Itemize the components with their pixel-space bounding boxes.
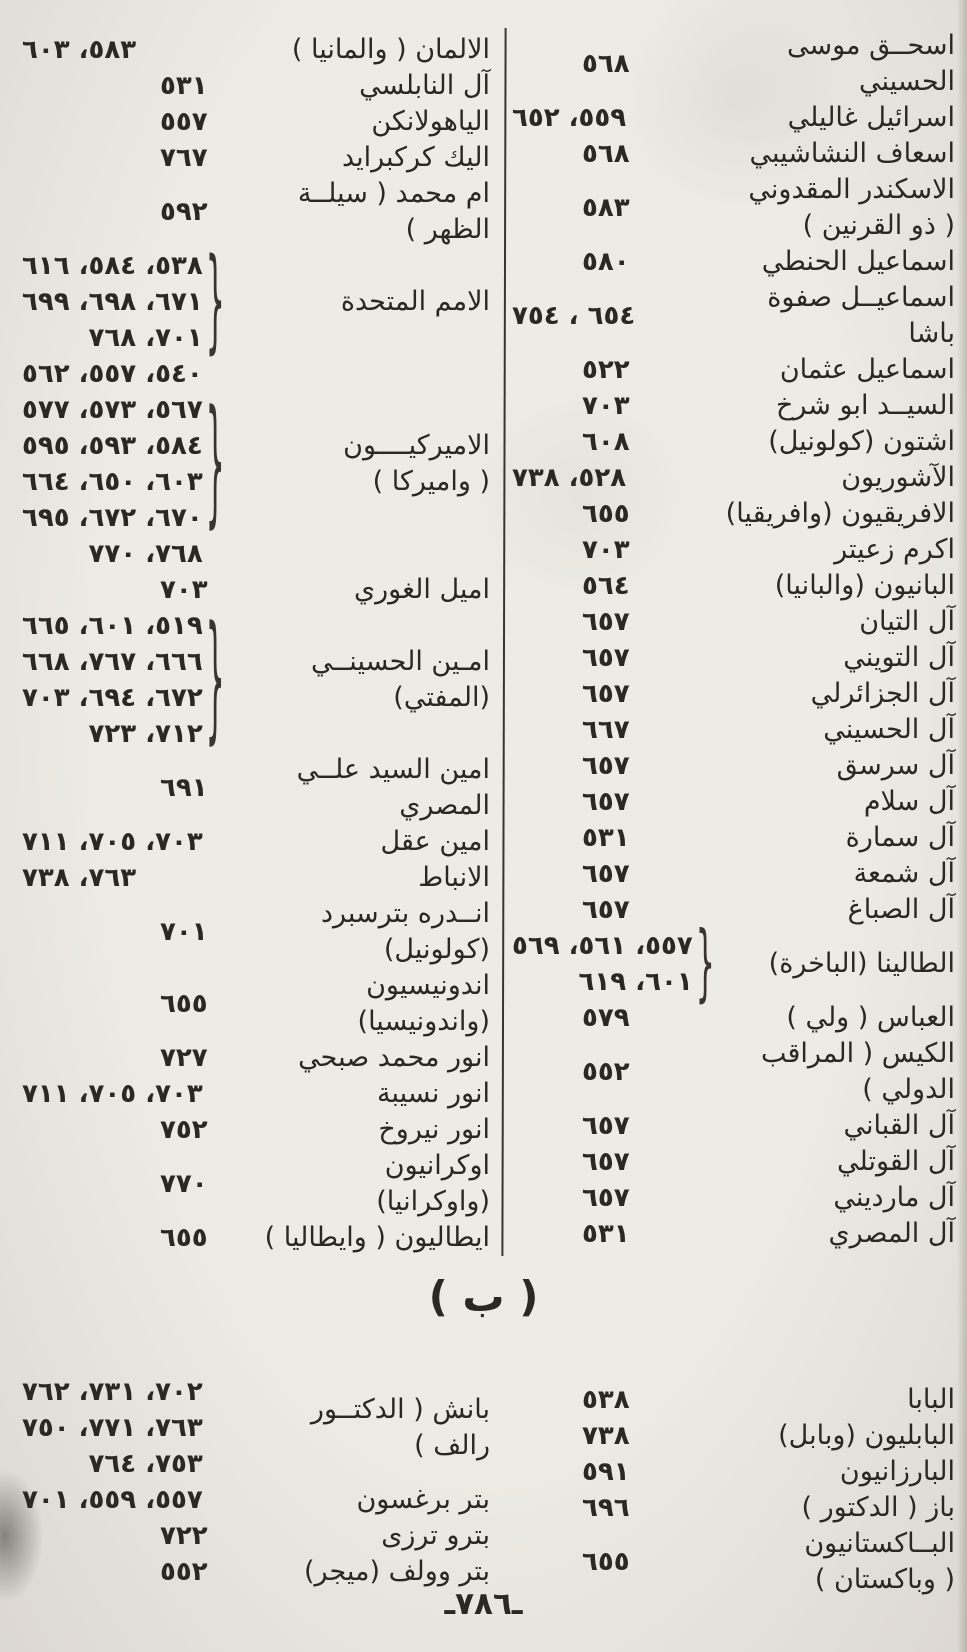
index-entry xyxy=(512,1108,955,1144)
entry-page-numbers: ٧٠٣ xyxy=(582,391,630,421)
index-entry xyxy=(512,604,955,640)
entry-page-numbers: ٦٥٧ xyxy=(582,1183,630,1213)
index-entry xyxy=(22,1482,490,1518)
entry-term: اسحــق موسى الحسيني xyxy=(786,30,955,97)
entry-page-numbers: ٦٥٥ xyxy=(582,1547,630,1577)
index-entry xyxy=(22,572,490,608)
entry-page-numbers: ٥٣٨ xyxy=(582,1385,630,1415)
entry-page-numbers: ٦٥٥ xyxy=(160,989,208,1019)
entry-page-numbers: ٧٧٠ xyxy=(160,1169,208,1199)
index-entry xyxy=(512,1382,955,1418)
page-number-footer: ـ٧٨٦ـ xyxy=(444,1586,523,1622)
index-entry xyxy=(512,568,955,604)
group-brace-icon: } xyxy=(205,236,225,368)
index-entry xyxy=(512,280,955,352)
entry-page-numbers: ٦٥٥ xyxy=(160,1223,208,1253)
index-entry xyxy=(22,140,490,176)
entry-term: آل سرسق xyxy=(836,750,955,781)
entry-page-numbers: ٦٥٤ ، ٧٥٤ xyxy=(512,301,636,331)
entry-page-numbers: ٦٥٥ xyxy=(582,499,630,529)
index-entry xyxy=(512,856,955,892)
entry-page-numbers: ٥٢٨، ٧٣٨ xyxy=(512,463,627,493)
index-entry xyxy=(512,424,955,460)
entry-page-numbers: ٧٢٧ xyxy=(160,1043,208,1073)
index-entry xyxy=(22,1518,490,1554)
entry-page-numbers: ٧٠١ xyxy=(160,917,208,947)
entry-page-numbers: ٦٥٧ xyxy=(582,895,630,925)
entry-page-numbers: ٧٦٧ xyxy=(160,143,208,173)
index-entry xyxy=(22,860,490,896)
entry-page-numbers: ٥٣٨، ٥٨٤، ٦١٦ ٦٧١، ٦٩٨، ٦٩٩ ٧٠١، ٧٦٨ xyxy=(22,251,203,353)
entry-page-numbers: ٦٩٦ xyxy=(582,1493,630,1523)
entry-page-numbers: ٥٣١ xyxy=(582,823,630,853)
index-entry xyxy=(512,172,955,244)
entry-term: اسماعيل عثمان xyxy=(779,354,955,385)
entry-term: اليك كركبرايد xyxy=(341,142,490,173)
index-column-left-section-ba xyxy=(22,1374,490,1590)
entry-page-numbers: ٥٥٧، ٥٥٩، ٧٠١ xyxy=(22,1485,203,1515)
entry-term: آل الصباغ xyxy=(847,894,955,925)
index-entry xyxy=(22,1040,490,1076)
index-entry xyxy=(22,1554,490,1590)
index-entry xyxy=(512,712,955,748)
index-entry xyxy=(512,28,955,100)
entry-page-numbers: ٥٨٣ xyxy=(582,193,630,223)
entry-page-numbers: ٦٥٧ xyxy=(582,679,630,709)
entry-page-numbers: ٥٣١ xyxy=(582,1219,630,1249)
index-entry xyxy=(512,1036,955,1108)
index-entry xyxy=(22,1220,490,1256)
entry-page-numbers: ٥٢٢ xyxy=(582,355,630,385)
index-entry xyxy=(512,892,955,928)
index-entry xyxy=(512,1418,955,1454)
entry-term: الاسكندر المقدوني ( ذو القرنين ) xyxy=(748,174,955,241)
entry-term: امـين الحسينــي (المفتي) xyxy=(310,646,490,713)
entry-page-numbers: ٦٥٧ xyxy=(582,643,630,673)
entry-term: الكيس ( المراقب الدولي ) xyxy=(760,1038,955,1105)
entry-page-numbers: ٦٥٧ xyxy=(582,1111,630,1141)
index-entry xyxy=(512,460,955,496)
column-divider-rule xyxy=(501,28,506,1256)
index-entry xyxy=(512,1144,955,1180)
entry-page-numbers: ٥٩٢ xyxy=(160,197,208,227)
section-header-ba: ( ب ) xyxy=(428,1272,539,1321)
group-brace-icon: } xyxy=(205,599,225,761)
entry-term: اسرائيل غاليلي xyxy=(787,102,955,133)
index-entry xyxy=(22,1076,490,1112)
index-entry xyxy=(22,104,490,140)
entry-page-numbers: ٥٥٢ xyxy=(582,1057,630,1087)
index-entry xyxy=(22,1112,490,1148)
index-entry xyxy=(512,1000,955,1036)
entry-page-numbers: ٦٩١ xyxy=(160,773,208,803)
entry-page-numbers: ٥١٩، ٦٠١، ٦٦٥ ٦٦٦، ٧٦٧، ٦٦٨ ٦٧٢، ٦٩٤، ٧٠٣ ٧١٢، ٧٢٣ xyxy=(22,611,203,749)
index-entry xyxy=(512,1180,955,1216)
entry-term: الطالينا (الباخرة) xyxy=(768,948,955,979)
entry-term: انــدره بترسبرد (كولونيل) xyxy=(320,898,490,965)
entry-page-numbers: ٧٦٣، ٧٣٨ xyxy=(22,863,137,893)
index-entry xyxy=(22,32,490,68)
entry-page-numbers: ٧٠٣، ٧٠٥، ٧١١ xyxy=(22,1079,203,1109)
index-column-right-section-ba xyxy=(512,1382,955,1598)
index-entry xyxy=(512,1454,955,1490)
entry-term: آل القباني xyxy=(843,1110,955,1141)
entry-term: انور نيروخ xyxy=(378,1114,490,1145)
entry-page-numbers: ٦٥٧ xyxy=(582,607,630,637)
entry-term: البابا xyxy=(907,1384,955,1415)
index-entry xyxy=(512,1216,955,1252)
entry-term: آل شمعة xyxy=(853,858,955,889)
entry-page-numbers: ٧٠٣ xyxy=(160,575,208,605)
entry-term: آل المصري xyxy=(828,1218,955,1249)
index-entry xyxy=(512,352,955,388)
index-entry xyxy=(512,640,955,676)
entry-term: الاميركيــــون ( واميركا ) xyxy=(343,430,490,497)
entry-page-numbers: ٥٤٠، ٥٥٧، ٥٦٢ ٥٦٧، ٥٧٣، ٥٧٧ ٥٨٤، ٥٩٣، ٥٩٥ ٦٠٣، ٦٥٠، ٦٦٤ ٦٧٠، ٦٧٢، ٦٩٥ ٧٦٨، ٧٧٠ xyxy=(22,359,203,569)
entry-term: البانيون (والبانيا) xyxy=(774,570,955,601)
entry-term: الياهولانكن xyxy=(371,106,490,137)
entry-term: اكرم زعيتر xyxy=(834,534,955,565)
index-entry xyxy=(22,824,490,860)
entry-page-numbers: ٧٥٢ xyxy=(160,1115,208,1145)
entry-term: آل الحسيني xyxy=(823,714,955,745)
index-entry xyxy=(512,784,955,820)
entry-term: البارزانيون xyxy=(839,1456,955,1487)
index-entry xyxy=(22,356,490,572)
entry-page-numbers: ٦٥٧ xyxy=(582,1147,630,1177)
entry-page-numbers: ٦٠٨ xyxy=(582,427,630,457)
entry-page-numbers: ٧٠٣، ٧٠٥، ٧١١ xyxy=(22,827,203,857)
index-entry xyxy=(512,1490,955,1526)
entry-page-numbers: ٧٣٨ xyxy=(582,1421,630,1451)
entry-page-numbers: ٥٦٨ xyxy=(582,139,630,169)
index-column-right-section-alef xyxy=(512,28,955,1252)
index-entry xyxy=(512,820,955,856)
entry-term: الافريقيون (وافريقيا) xyxy=(725,498,955,529)
index-entry xyxy=(512,244,955,280)
index-entry xyxy=(512,748,955,784)
entry-term: آل سمارة xyxy=(845,822,955,853)
entry-term: انور محمد صبحي xyxy=(298,1042,490,1073)
entry-term: آل مارديني xyxy=(833,1182,955,1213)
entry-term: آل التيان xyxy=(859,606,955,637)
index-entry xyxy=(22,599,490,761)
index-entry xyxy=(22,752,490,824)
index-entry xyxy=(22,1148,490,1220)
entry-term: بترو ترزى xyxy=(381,1520,490,1551)
entry-term: الآشوريون xyxy=(841,462,955,493)
index-entry xyxy=(22,968,490,1040)
entry-term: الانباط xyxy=(418,862,490,893)
entry-page-numbers: ٥٦٨ xyxy=(582,49,630,79)
entry-page-numbers: ٥٥٩، ٦٥٢ xyxy=(512,103,627,133)
entry-term: اميل الغوري xyxy=(353,574,490,605)
entry-page-numbers: ٥٧٩ xyxy=(582,1003,630,1033)
entry-term: باز ( الدكتور ) xyxy=(801,1492,955,1523)
entry-page-numbers: ٥٦٤ xyxy=(582,571,630,601)
index-column-left-section-alef xyxy=(22,32,490,1256)
entry-page-numbers: ٧٠٣ xyxy=(582,535,630,565)
entry-term: انور نسيبة xyxy=(377,1078,490,1109)
entry-page-numbers: ٥٨٣، ٦٠٣ xyxy=(22,35,137,65)
entry-term: آل النابلسي xyxy=(359,70,490,101)
entry-term: آل القوتلي xyxy=(837,1146,955,1177)
index-entry xyxy=(512,388,955,424)
index-entry xyxy=(22,176,490,248)
entry-term: بتر برغسون xyxy=(356,1484,490,1515)
entry-page-numbers: ٦٥٧ xyxy=(582,787,630,817)
entry-page-numbers: ٦٥٧ xyxy=(582,751,630,781)
entry-page-numbers: ٦٥٧ xyxy=(582,859,630,889)
index-entry xyxy=(512,532,955,568)
entry-term: اسعاف النشاشيبي xyxy=(749,138,955,169)
entry-term: بانش ( الدكتــور رالف ) xyxy=(310,1394,490,1461)
entry-term: بتر وولف (ميجر) xyxy=(304,1556,490,1587)
entry-term: اوكرانيون (واوكرانيا) xyxy=(376,1150,490,1217)
group-brace-icon: } xyxy=(205,383,225,545)
entry-term: السيــد ابو شرخ xyxy=(775,390,955,421)
entry-page-numbers: ٥٩١ xyxy=(582,1457,630,1487)
index-entry xyxy=(512,136,955,172)
entry-term: آل سلام xyxy=(863,786,955,817)
entry-page-numbers: ٥٥٧، ٥٦١، ٥٦٩ ٦٠١، ٦١٩ xyxy=(512,931,693,997)
index-entry xyxy=(512,496,955,532)
entry-page-numbers: ٧٢٢ xyxy=(160,1521,208,1551)
entry-page-numbers: ٦٦٧ xyxy=(582,715,630,745)
entry-term: البابليون (وبابل) xyxy=(778,1420,955,1451)
index-entry xyxy=(512,915,955,1013)
index-entry xyxy=(22,68,490,104)
entry-term: آل الجزائرلي xyxy=(810,678,955,709)
entry-term: اسماعيــل صفوة باشا xyxy=(767,282,955,349)
entry-term: الامم المتحدة xyxy=(340,286,490,317)
entry-page-numbers: ٥٣١ xyxy=(160,71,208,101)
entry-term: ام محمد ( سيلــة الظهر ) xyxy=(297,178,490,245)
entry-term: ايطاليون ( وايطاليا ) xyxy=(264,1222,490,1253)
index-entry xyxy=(512,676,955,712)
entry-term: آل التويني xyxy=(843,642,955,673)
entry-term: العباس ( ولي ) xyxy=(786,1002,955,1033)
index-entry xyxy=(22,1374,490,1482)
group-brace-icon: } xyxy=(695,915,715,1013)
entry-term: البــاكستانيون ( وباكستان ) xyxy=(804,1528,955,1595)
entry-page-numbers: ٥٥٧ xyxy=(160,107,208,137)
entry-term: اشتون (كولونيل) xyxy=(768,426,955,457)
index-entry xyxy=(22,896,490,968)
entry-term: اندونيسيون (واندونيسيا) xyxy=(357,970,490,1037)
entry-term: اسماعيل الحنطي xyxy=(761,246,955,277)
entry-page-numbers: ٥٥٢ xyxy=(160,1557,208,1587)
entry-page-numbers: ٧٠٢، ٧٣١، ٧٦٢ ٧٦٣، ٧٧١، ٧٥٠ ٧٥٣، ٧٦٤ xyxy=(22,1377,203,1479)
index-entry xyxy=(22,236,490,368)
entry-term: امين السيد علــي المصري xyxy=(296,754,490,821)
entry-term: امين عقل xyxy=(380,826,490,857)
entry-page-numbers: ٥٨٠ xyxy=(582,247,630,277)
entry-term: الالمان ( والمانيا ) xyxy=(291,34,490,65)
index-entry xyxy=(512,100,955,136)
